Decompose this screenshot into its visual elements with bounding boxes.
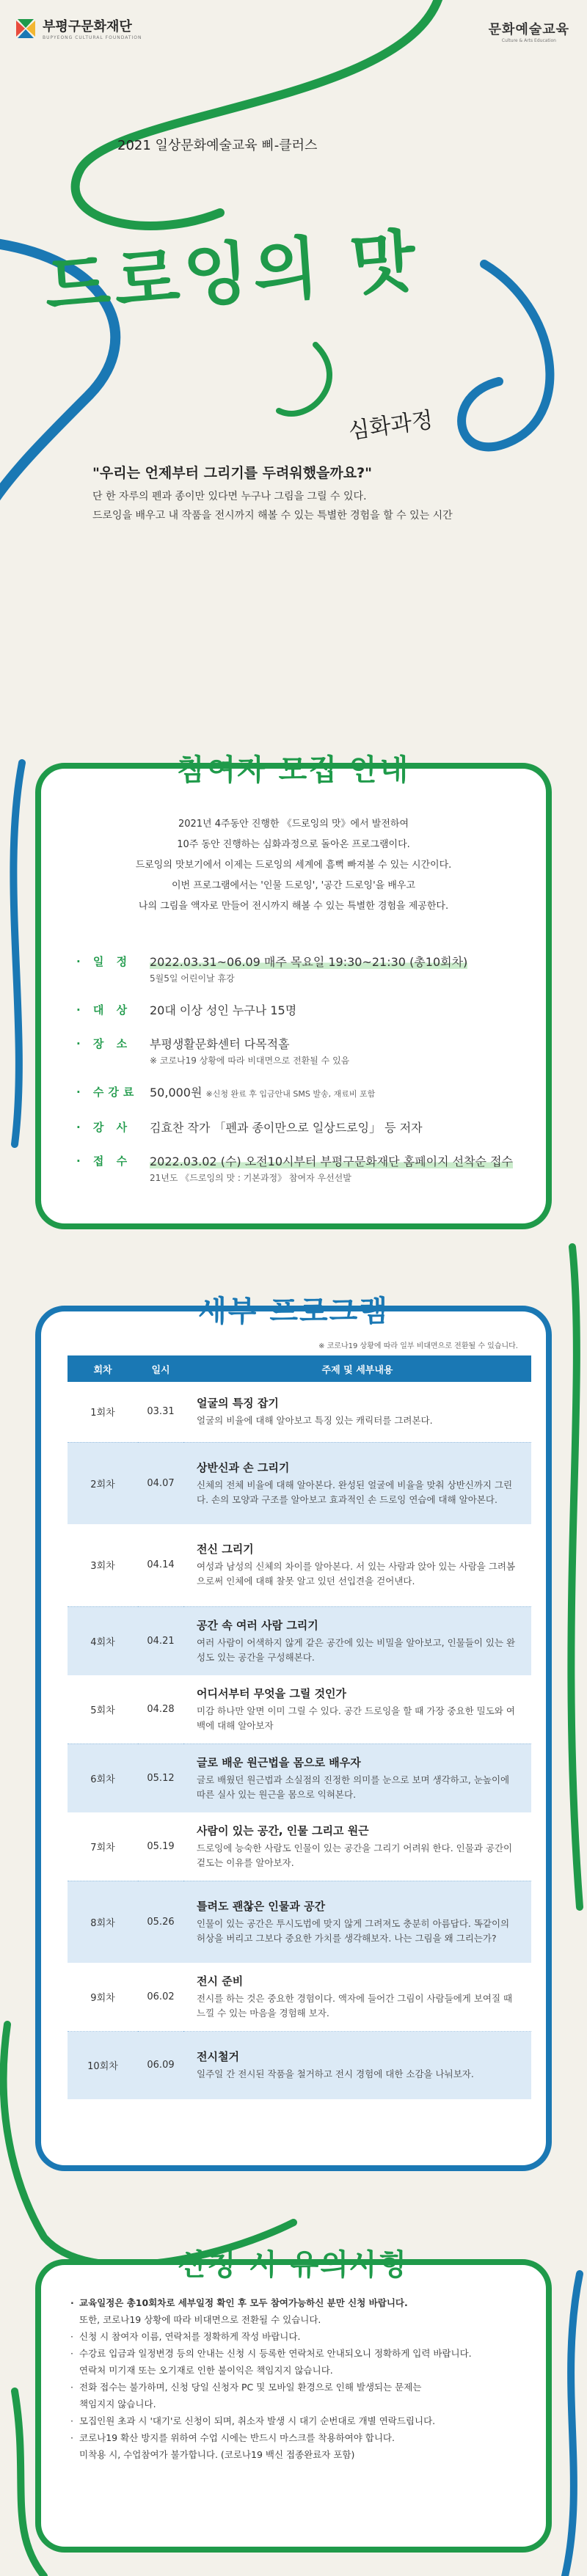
program-series-label: 2021 일상문화예술교육 삐-클러스 — [117, 138, 318, 153]
session-title: 틀려도 괜찮은 인물과 공간 — [197, 1899, 326, 1913]
recruit-key: · 강 사 — [76, 1121, 132, 1134]
recruit-panel — [35, 753, 552, 1229]
foundation-logo[interactable] — [15, 16, 142, 40]
notice-item: 연락처 미기재 또는 오기재로 인한 불이익은 책임지지 않습니다. — [79, 2365, 333, 2376]
recruit-note: ※신청 완료 후 입금안내 SMS 발송, 재료비 포함 — [205, 1089, 376, 1099]
recruit-note: 5월5일 어린이날 휴강 — [150, 973, 235, 984]
recruit-value: 부평생활문화센터 다목적홀 — [150, 1037, 290, 1051]
session-date: 04.21 — [138, 1606, 183, 1675]
table-row — [68, 1812, 531, 1881]
session-date: 05.12 — [138, 1743, 183, 1812]
session-desc: 얼굴의 비율에 대해 알아보고 특징 있는 캐릭터를 그려본다. — [197, 1415, 433, 1427]
session-title: 사람이 있는 공간, 인물 그리고 원근 — [197, 1823, 369, 1837]
recruit-key: · 대 상 — [76, 1003, 132, 1017]
notice-item: · 수강료 입금과 일정변경 등의 안내는 신청 시 등록한 연락처로 안내되오니 정확하게 입력 바랍니다. — [70, 2345, 519, 2362]
program-title: 세부 프로그램 — [198, 1295, 389, 1328]
notice-item: 미착용 시, 수업참여가 불가합니다. (코로나19 백신 접종완료자 포함) — [79, 2449, 355, 2460]
page-title: 드로잉의 맛 — [42, 222, 423, 326]
recruit-value: 50,000원 — [150, 1086, 203, 1099]
recruit-desc-line: 2021년 4주동안 진행한 《드로잉의 맛》에서 발전하여 — [178, 819, 409, 830]
notice-list — [70, 2294, 519, 2463]
arts-education-logo[interactable] — [489, 19, 569, 43]
session-date: 04.14 — [138, 1524, 183, 1606]
session-date: 05.26 — [138, 1881, 183, 1963]
session-date: 04.28 — [138, 1675, 183, 1744]
notice-item: · 모집인원 초과 시 '대기'로 신청이 되며, 취소자 발생 시 대기 순번대로 개별 연락드립니다. — [70, 2412, 519, 2429]
session-title: 글로 배운 원근법을 몸으로 배우자 — [197, 1755, 361, 1769]
recruit-value: 김효찬 작가 「펜과 종이만으로 일상드로잉」 등 저자 — [150, 1121, 423, 1135]
session-date: 06.09 — [138, 2032, 183, 2099]
recruit-desc-line: 드로잉의 맛보기에서 이제는 드로잉의 세계에 흠뻑 빠져볼 수 있는 시간이다. — [135, 860, 452, 871]
table-row — [68, 2032, 531, 2099]
recruit-key: · 일 정 — [76, 955, 132, 968]
session-no: 7회차 — [68, 1812, 138, 1881]
recruit-desc-line: 나의 그림을 액자로 만들어 전시까지 해볼 수 있는 특별한 경험을 제공한다. — [138, 901, 449, 912]
foundation-logo-text: 부평구문화재단 — [43, 19, 132, 34]
recruit-instructor — [76, 1119, 517, 1137]
program-panel — [35, 1295, 552, 2171]
recruit-value: 20대 이상 성인 누구나 15명 — [150, 1003, 297, 1017]
session-no: 10회차 — [68, 2032, 138, 2099]
table-row — [68, 1963, 531, 2032]
recruit-place — [76, 1036, 517, 1068]
course-level: 심화과정 — [346, 407, 435, 444]
table-row — [68, 1382, 531, 1442]
notice-item: 또한, 코로나19 상황에 따라 비대면으로 전환될 수 있습니다. — [79, 2314, 321, 2325]
recruit-key: · 수강료 — [76, 1086, 139, 1099]
notice-item: · 교육일정은 총10회차로 세부일정 확인 후 모두 참여가능하신 분만 신청 바랍니다. — [70, 2294, 519, 2311]
arts-education-logo-sub: Culture & Arts Education — [501, 38, 556, 43]
intro-line: 단 한 자루의 펜과 종이만 있다면 누구나 그림을 그릴 수 있다. — [92, 491, 367, 502]
recruit-note: ※ 코로나19 상황에 따라 비대면으로 전환될 수 있음 — [150, 1055, 350, 1066]
recruit-key: · 접 수 — [76, 1155, 132, 1168]
notice-item: · 전화 접수는 불가하며, 신청 당일 신청자 PC 및 모바일 환경으로 인해 발생되는 문제는 — [70, 2379, 519, 2396]
col-header-date: 일시 — [138, 1355, 183, 1382]
session-no: 9회차 — [68, 1963, 138, 2032]
hero-intro — [92, 487, 453, 525]
session-title: 전신 그리기 — [197, 1543, 254, 1556]
session-desc: 신체의 전체 비율에 대해 알아본다. 완성된 얼굴에 비율을 맞춰 상반신까지 그린다. 손의 모양과 구조를 알아보고 효과적인 손 드로잉 연습에 대해 알아본다. — [197, 1479, 513, 1505]
recruit-target — [76, 1002, 517, 1020]
session-title: 전시 준비 — [197, 1975, 244, 1988]
program-note: ※ 코로나19 상황에 따라 일부 비대면으로 전환될 수 있습니다. — [318, 1342, 518, 1350]
recruit-note: 21년도 《드로잉의 맛 : 기본과정》 참여자 우선선발 — [150, 1173, 351, 1183]
recruit-desc-line: 10주 동안 진행하는 심화과정으로 돌아온 프로그램이다. — [177, 839, 410, 850]
session-date: 06.02 — [138, 1963, 183, 2032]
session-desc: 인물이 있는 공간은 투시도법에 맞지 않게 그려져도 충분히 아름답다. 똑같이의 허상을 버리고 그보다 중요한 가치를 생각해보자. 나는 그림을 왜 그리는가? — [197, 1917, 510, 1944]
recruit-description — [41, 814, 546, 917]
hero-quote: "우리는 언제부터 그리기를 두려워했을까요?" — [92, 465, 373, 481]
session-desc: 미감 하나만 알면 이미 그릴 수 있다. 공간 드로잉을 할 때 가장 중요한 밀도와 여백에 대해 알아보자 — [197, 1705, 515, 1731]
session-desc: 드로잉에 능숙한 사람도 인물이 있는 공간을 그리기 어려워 한다. 인물과 공간이 겉도는 이유를 알아보자. — [197, 1842, 513, 1868]
table-row — [68, 1606, 531, 1675]
session-title: 상반신과 손 그리기 — [197, 1460, 290, 1474]
recruit-registration — [76, 1153, 517, 1185]
session-title: 전시철거 — [197, 2050, 239, 2064]
recruit-desc-line: 이번 프로그램에서는 '인물 드로잉', '공간 드로잉'을 배우고 — [171, 880, 416, 891]
session-date: 04.07 — [138, 1442, 183, 1524]
recruit-info-list — [76, 954, 517, 1201]
recruit-fee — [76, 1084, 517, 1103]
session-title: 공간 속 여러 사람 그리기 — [197, 1618, 318, 1632]
program-table — [68, 1355, 531, 2099]
session-no: 4회차 — [68, 1606, 138, 1675]
session-title: 어디서부터 무엇을 그릴 것인가 — [197, 1686, 347, 1700]
session-no: 8회차 — [68, 1881, 138, 1963]
foundation-logo-sub: BUPYEONG CULTURAL FOUNDATION — [43, 35, 142, 40]
session-title: 얼굴의 특징 잡기 — [197, 1397, 279, 1410]
col-header-session: 회차 — [68, 1355, 138, 1382]
notice-item: · 신청 시 참여자 이름, 연락처를 정확하게 작성 바랍니다. — [70, 2328, 519, 2345]
col-header-topic: 주제 및 세부내용 — [183, 1355, 531, 1382]
recruit-schedule — [76, 954, 517, 986]
session-no: 3회차 — [68, 1524, 138, 1606]
notice-panel — [35, 2248, 552, 2553]
session-desc: 여러 사람이 어색하지 않게 같은 공간에 있는 비밀을 알아보고, 인물들이 있는 완성도 있는 공간을 구성해본다. — [197, 1636, 516, 1663]
table-row — [68, 1675, 531, 1744]
recruit-key: · 장 소 — [76, 1037, 132, 1050]
session-no: 1회차 — [68, 1382, 138, 1442]
notice-item: · 코로나19 확산 방지를 위하여 수업 시에는 반드시 마스크를 착용하여야 합니다. — [70, 2429, 519, 2446]
table-row — [68, 1442, 531, 1524]
notice-title: 신청 시 유의사항 — [177, 2248, 410, 2282]
session-date: 05.19 — [138, 1812, 183, 1881]
table-row — [68, 1881, 531, 1963]
foundation-logo-icon — [15, 18, 37, 40]
table-row — [68, 1743, 531, 1812]
recruit-value: 2022.03.31~06.09 매주 목요일 19:30~21:30 (총10회차) — [150, 955, 468, 969]
session-desc: 전시를 하는 것은 중요한 경험이다. 액자에 들어간 그림이 사람들에게 보여질 때 느낄 수 있는 마음을 경험해 보자. — [197, 1993, 513, 2019]
arts-education-logo-text: 문화예술교육 — [488, 22, 569, 37]
recruit-value: 2022.03.02 (수) 오전10시부터 부평구문화재단 홈페이지 선착순 접수 — [150, 1155, 514, 1168]
session-desc: 여성과 남성의 신체의 차이를 알아본다. 서 있는 사람과 앉아 있는 사람을 그려봄으로써 인체에 대해 찰못 알고 있던 선입견을 걷어낸다. — [197, 1561, 516, 1587]
session-desc: 글로 배웠던 원근법과 소실점의 진정한 의미를 눈으로 보며 생각하고, 눈높이에 따른 실사 있는 원근을 몸으로 익혀본다. — [197, 1774, 510, 1800]
session-desc: 일주일 간 전시된 작품을 철거하고 전시 경험에 대한 소감을 나눠보자. — [197, 2068, 474, 2080]
session-no: 2회차 — [68, 1442, 138, 1524]
session-date: 03.31 — [138, 1382, 183, 1442]
session-no: 5회차 — [68, 1675, 138, 1744]
intro-line: 드로잉을 배우고 내 작품을 전시까지 해볼 수 있는 특별한 경험을 할 수 있는 시간 — [92, 510, 453, 522]
recruit-title: 참여자 모집 안내 — [177, 753, 410, 787]
table-row — [68, 1524, 531, 1606]
session-no: 6회차 — [68, 1743, 138, 1812]
notice-item: 책임지지 않습니다. — [79, 2398, 156, 2409]
